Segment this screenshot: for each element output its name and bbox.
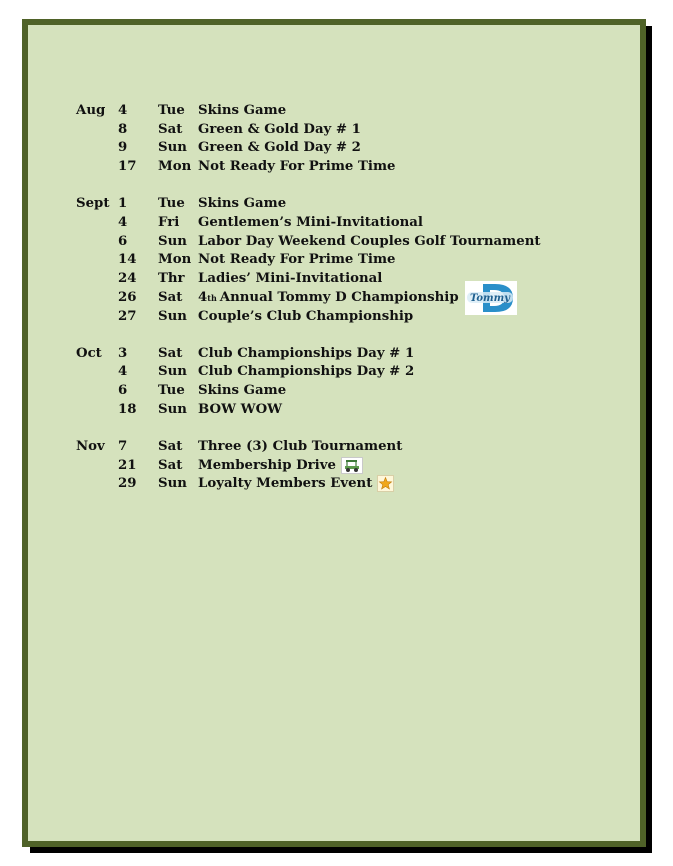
event-name — [198, 457, 363, 474]
event-title: Skins Game — [198, 102, 287, 118]
event-weekday: Sun — [158, 476, 187, 492]
event-weekday: Sat — [158, 457, 183, 473]
event-name — [198, 475, 394, 492]
event-title: Couple’s Club Championship — [198, 308, 414, 324]
event-day: 7 — [118, 438, 128, 454]
event-day: 3 — [118, 345, 128, 361]
event-title: Club Championships Day # 1 — [198, 345, 415, 361]
event-row — [76, 120, 616, 139]
event-title: Membership Drive — [198, 457, 336, 473]
logo-text: Tommy — [469, 292, 510, 304]
month-label: Nov — [76, 438, 105, 454]
event-name — [198, 215, 423, 230]
event-schedule — [76, 101, 616, 511]
event-day: 1 — [118, 196, 128, 212]
event-row — [76, 437, 616, 456]
event-row — [76, 288, 616, 307]
event-title-prefix: 4 — [198, 290, 208, 306]
event-row — [76, 381, 616, 400]
event-day: 4 — [118, 214, 128, 230]
event-day: 21 — [118, 457, 137, 473]
event-name — [198, 383, 286, 398]
month-group-nov — [76, 437, 616, 493]
event-row — [76, 344, 616, 363]
month-label: Sept — [76, 196, 110, 212]
event-row — [76, 194, 616, 213]
event-row — [76, 213, 616, 232]
event-name: 4 th Annual Tommy D Championship Tommy — [198, 281, 517, 315]
month-label: Oct — [76, 345, 102, 361]
event-day: 4 — [118, 102, 128, 118]
event-weekday: Tue — [158, 383, 185, 399]
event-row — [76, 363, 616, 382]
event-day: 29 — [118, 476, 137, 492]
event-title: Skins Game — [198, 383, 287, 399]
event-weekday: Sat — [158, 290, 183, 306]
month-group-oct — [76, 344, 616, 419]
event-title: Ladies’ Mini-Invitational — [198, 271, 383, 287]
event-weekday: Sat — [158, 121, 183, 137]
event-title: Three (3) Club Tournament — [198, 438, 403, 454]
event-title: Annual Tommy D Championship — [219, 290, 459, 306]
event-weekday: Tue — [158, 196, 185, 212]
event-day: 24 — [118, 271, 137, 287]
event-weekday: Sun — [158, 233, 187, 249]
event-name — [198, 196, 286, 211]
event-weekday: Sat — [158, 438, 183, 454]
event-weekday: Thr — [158, 271, 185, 287]
event-row — [76, 157, 616, 176]
event-title: Skins Game — [198, 196, 287, 212]
star-icon — [377, 475, 394, 492]
event-row — [76, 307, 616, 326]
tommy-d-logo-icon — [465, 281, 517, 315]
event-weekday: Mon — [158, 159, 192, 175]
event-day: 26 — [118, 290, 137, 306]
month-group-aug — [76, 101, 616, 176]
event-name — [198, 252, 395, 267]
event-row — [76, 251, 616, 270]
event-title: Green & Gold Day # 2 — [198, 140, 361, 156]
event-day: 6 — [118, 233, 128, 249]
event-weekday: Tue — [158, 102, 185, 118]
event-row — [76, 400, 616, 419]
event-day: 27 — [118, 308, 137, 324]
event-day: 18 — [118, 402, 137, 418]
event-title: Labor Day Weekend Couples Golf Tournament — [198, 233, 541, 249]
event-weekday: Sat — [158, 345, 183, 361]
event-name — [198, 402, 282, 417]
event-name — [198, 439, 402, 454]
event-title: Gentlemen’s Mini-Invitational — [198, 214, 423, 230]
event-row — [76, 475, 616, 494]
golf-cart-icon — [341, 457, 363, 474]
event-weekday: Mon — [158, 252, 192, 268]
event-weekday: Sun — [158, 140, 187, 156]
event-title: Green & Gold Day # 1 — [198, 121, 361, 137]
event-name — [198, 103, 286, 118]
event-weekday: Sun — [158, 402, 187, 418]
event-day: 4 — [118, 364, 128, 380]
event-weekday: Sun — [158, 308, 187, 324]
event-title: Not Ready For Prime Time — [198, 252, 396, 268]
event-day: 8 — [118, 121, 128, 137]
event-day: 6 — [118, 383, 128, 399]
event-title: Club Championships Day # 2 — [198, 364, 415, 380]
event-name — [198, 122, 361, 137]
event-row — [76, 456, 616, 475]
event-day: 17 — [118, 159, 137, 175]
event-day: 14 — [118, 252, 137, 268]
event-name — [198, 234, 541, 249]
month-group-sept — [76, 194, 616, 326]
event-weekday: Sun — [158, 364, 187, 380]
event-row — [76, 101, 616, 120]
event-name — [198, 140, 361, 155]
event-weekday: Fri — [158, 214, 180, 230]
schedule-page — [22, 19, 646, 847]
event-row — [76, 139, 616, 158]
event-row — [76, 232, 616, 251]
event-day: 9 — [118, 140, 128, 156]
event-title: Not Ready For Prime Time — [198, 159, 396, 175]
event-name — [198, 364, 414, 379]
event-name — [198, 346, 414, 361]
event-title: Loyalty Members Event — [198, 476, 373, 492]
event-name — [198, 159, 395, 174]
month-label: Aug — [76, 102, 106, 118]
event-name — [198, 309, 413, 324]
event-title: BOW WOW — [198, 402, 283, 418]
